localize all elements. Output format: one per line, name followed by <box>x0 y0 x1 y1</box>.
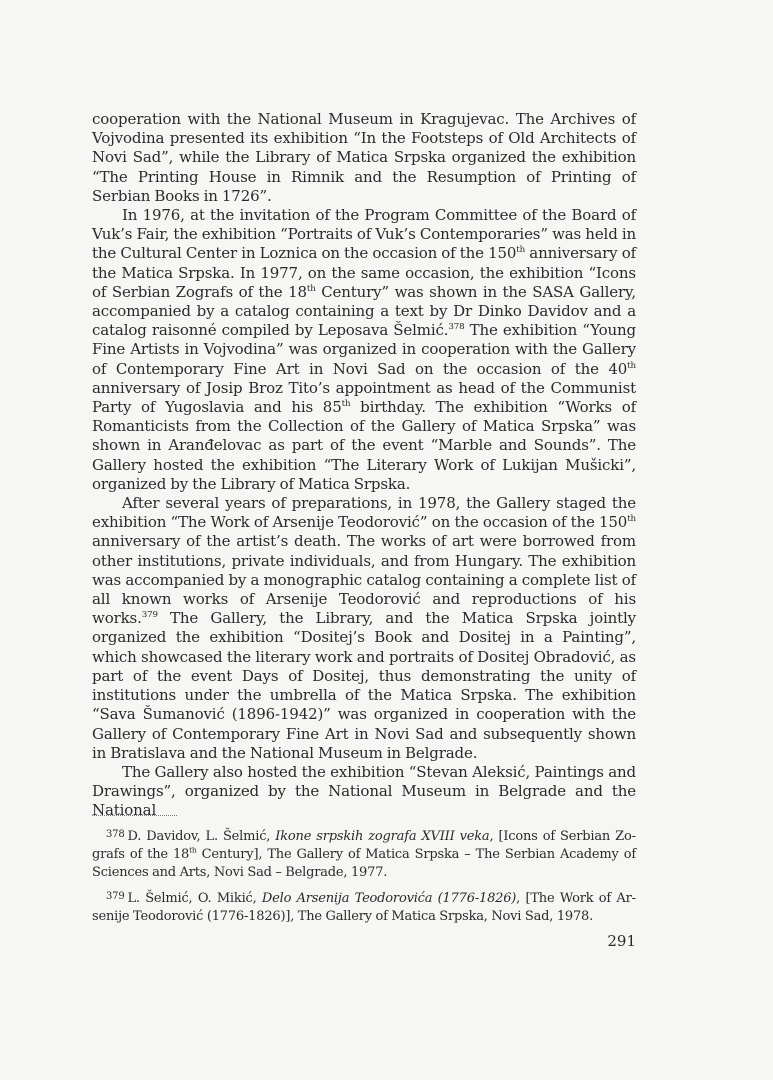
text-run: L. Šelmić, O. Mikić, <box>127 891 262 906</box>
superscript: th <box>627 514 636 525</box>
text-run: , [The Work of Arsenije Teodorović (1776-1826)], The Gallery of Matica Srpska, Novi Sad, 1978. <box>92 891 636 924</box>
superscript: th <box>189 845 197 855</box>
text-run: Century” was shown in the SASA Gallery, accompanied by a catalog containing a text by Dr Dinko Davidov and a catalog raisonné compiled by Leposava Šelmić. <box>92 282 636 340</box>
superscript: 379 <box>141 610 158 621</box>
text-run: birthday. The exhibition “Works of Romanticists from the Collection of the Gallery of Matica Srpska” was shown in Aranđelovac as part of the event “Marble and Sounds”. The Gallery hosted the exhibition “The Literary Work of Lukijan Mušicki”, organized by the Library of Matica Srpska. <box>92 398 637 493</box>
italic-title: Ikone srpskih zografa XVIII veka <box>275 829 490 844</box>
paragraph <box>92 494 636 763</box>
text-run: Century], The Gallery of Matica Srpska – The Serbian Academy of Sciences and Arts, Novi Sad – Belgrade, 1977. <box>92 847 636 880</box>
footnote-body <box>92 891 636 924</box>
page-number: 291 <box>607 932 636 950</box>
footnote <box>92 826 636 882</box>
text-run: The exhibition “Young Fine Artists in Vojvodina” was organized in cooperation with the Gallery of Contemporary Fine Art in Novi Sad on the occasion of the 40 <box>92 321 637 378</box>
text-run: , [Icons of Serbian Zografs of the 18 <box>92 829 636 862</box>
superscript: th <box>516 245 526 256</box>
text-run: cooperation with the National Museum in Kragujevac. The Archives of Vojvodina presented its exhibition “In the Footsteps of Old Architects of Novi Sad”, while the Library of Matica Srpska organized the exhibition “The Printing House in Rimnik and the Resumption of Printing of Serbian Books in 1726”. <box>92 110 636 205</box>
superscript: th <box>341 399 351 410</box>
footnote-body <box>92 829 636 880</box>
text-run: anniversary of the Matica Srpska. In 1977, on the same occasion, the exhibition “Icons of Serbian Zografs of the 18 <box>92 244 636 301</box>
text-run: In 1976, at the invitation of the Program Committee of the Board of Vuk’s Fair, the exhibition “Portraits of Vuk’s Contemporaries” was held in the Cultural Center in Loznica on the occasion of the 150 <box>92 206 636 263</box>
superscript: th <box>306 283 316 294</box>
text-run: D. Davidov, L. Šelmić, <box>127 829 276 844</box>
text-run: After several years of preparations, in 1978, the Gallery staged the exhibition “The Work of Arsenije Teodorović” on the occasion of the 150 <box>92 494 636 532</box>
footnote-number: 379 <box>106 891 125 902</box>
text-run: anniversary of the artist’s death. The works of art were borrowed from other institutions, private individuals, and from Hungary. The exhibition was accompanied by a monographic catalog containing a complete list of all known works of Arsenije Teodorović and reproductions of his works. <box>92 532 636 628</box>
italic-title: Delo Arsenija Teodorovića (1776-1826) <box>261 891 517 906</box>
superscript: 378 <box>448 322 465 333</box>
text-run: The Gallery, the Library, and the Matica Srpska jointly organized the exhibition “Dositej’s Book and Dositej in a Painting”, which showcased the literary work and portraits of Dositej Obradović, as part of the event Days of Dositej, thus demonstrating the unity of institutions under the umbrella of the Matica Srpska. The exhibition “Sava Šumanović (1896-1942)” was organized in cooperation with the Gallery of Contemporary Fine Art in Novi Sad and subsequently shown in Bratislava and the National Museum in Belgrade. <box>92 609 636 762</box>
text-run: The Gallery also hosted the exhibition “Stevan Aleksić, Paintings and Drawings”, organized by the National Museum in Belgrade and the National <box>92 762 636 820</box>
paragraph <box>92 110 636 206</box>
text-run: anniversary of Josip Broz Tito’s appointment as head of the Communist Party of Yugoslavia and his 85 <box>92 378 636 417</box>
footnote-separator <box>92 815 177 816</box>
paragraph <box>92 763 636 821</box>
footnotes <box>92 826 636 932</box>
paragraph <box>92 206 636 494</box>
superscript: th <box>627 360 636 371</box>
footnote <box>92 888 636 926</box>
footnote-number: 378 <box>106 829 125 840</box>
body-text <box>92 110 636 821</box>
